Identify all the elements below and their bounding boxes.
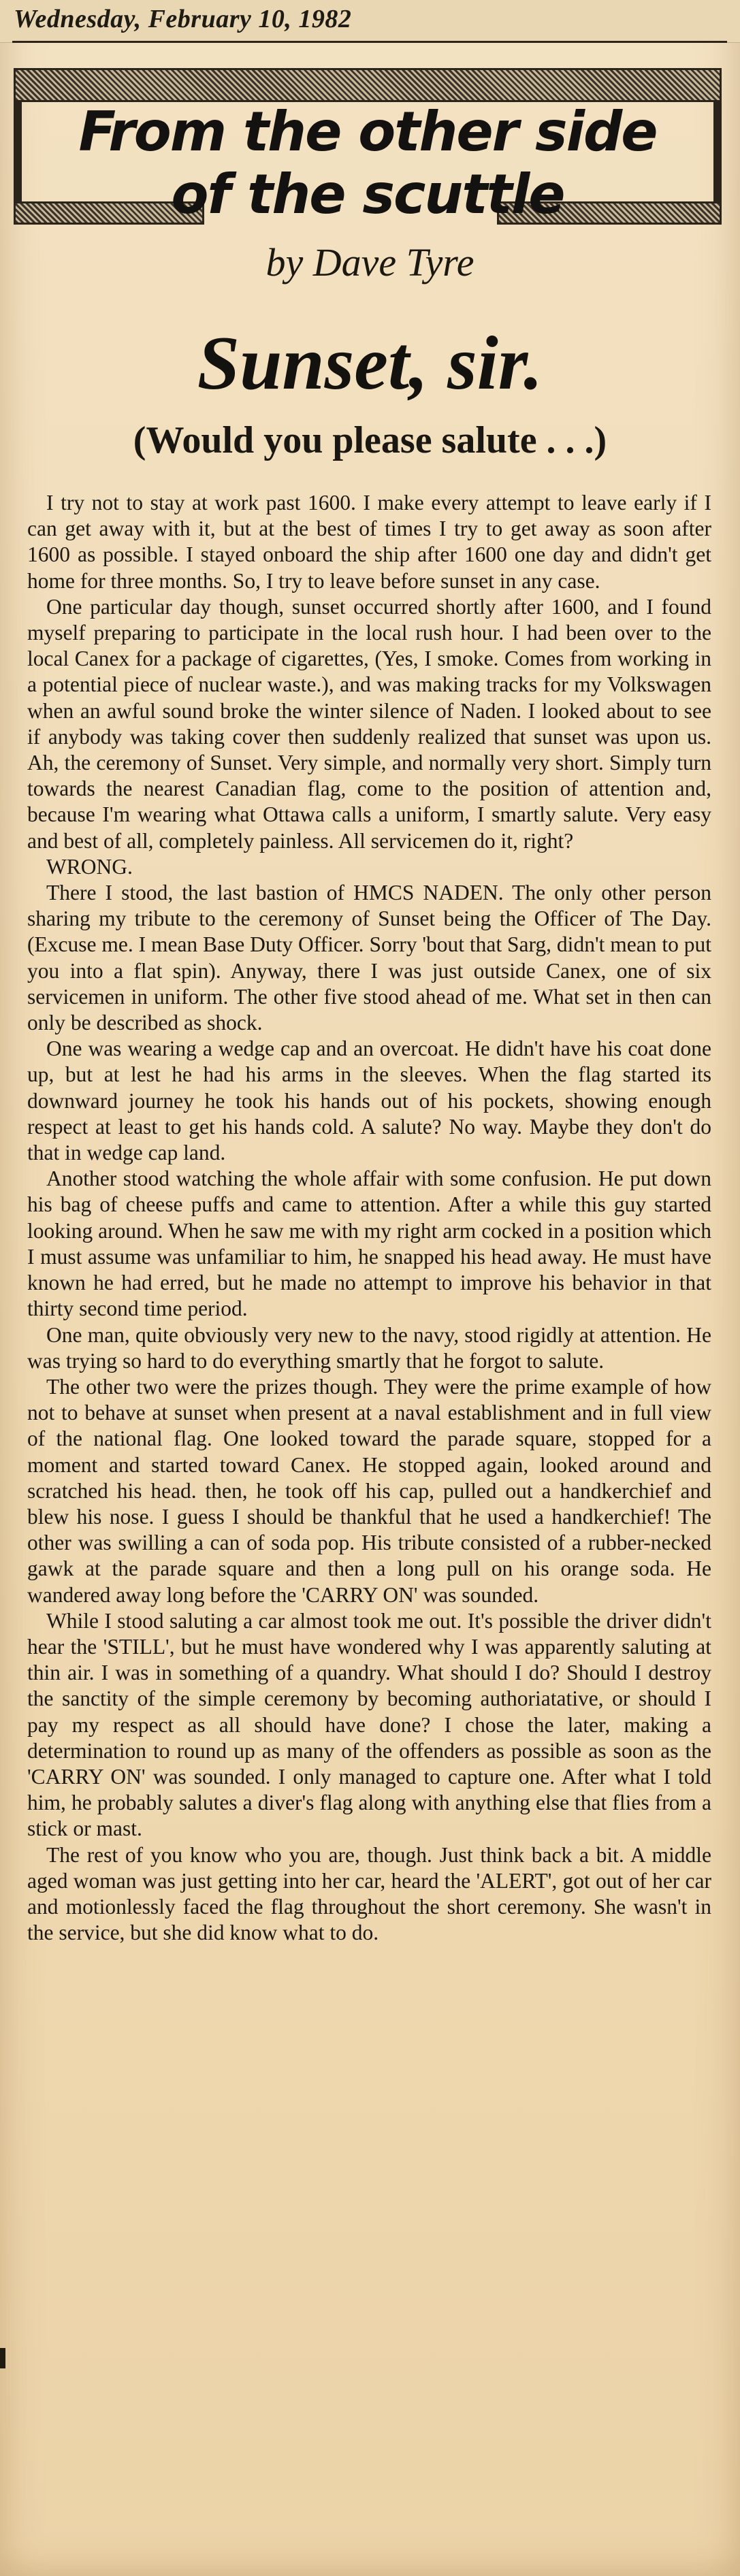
column-title-line2: of the scuttle [171,163,564,226]
paragraph: Another stood watching the whole affair with some confusion. He put down his bag of cheese puffs and came to attention. After a while this guy started looking around. When he saw me with my right arm cocked in a position which I must assume was unfamiliar to him, he snapped his head away. He must have known he had erred, but he made no attempt to improve his behavior in that thirty second time period. [27,1167,711,1321]
column-title [14,101,722,226]
paragraph: While I stood saluting a car almost took me out. It's possible the driver didn't hear the 'STILL', but he must have wondered why I was apparently saluting at thin air. I was in something of a quandry. What should I do? Should I destroy the sanctity of the simple ceremony by becoming authoriatative, or should I pay my respect as all should have done? I chose the later, making a determination to round up as many of the offenders as possible as soon as the 'CARRY ON' was sounded. I only managed to capture one. After what I told him, he probably salutes a diver's flag along with anything else that flies from a stick or mast. [27,1608,711,1841]
article-body [27,490,711,1946]
column-title-line1: From the other side [78,100,657,163]
paragraph: I try not to stay at work past 1600. I make every attempt to leave early if I can get away with it, but at the best of times I try to get away as soon after 1600 as possible. I stayed onboard the ship after 1600 one day and didn't get home for three months. So, I try to leave before sunset in any case. [27,491,711,593]
paragraph: WRONG. [46,854,133,879]
paragraph: One man, quite obviously very new to the navy, stood rigidly at attention. He was trying so hard to do everything smartly that he forgot to salute. [27,1322,711,1373]
byline: by Dave Tyre [266,240,474,284]
subhead: (Would you please salute . . .) [133,419,607,461]
edge-mark [0,2348,5,2368]
headline: Sunset, sir. [197,321,543,406]
paragraph: One particular day though, sunset occurred shortly after 1600, and I found myself preparing to participate in the local rush hour. I had been over to the local Canex for a package of cigarettes, (Yes, I smoke. Comes from working in a potential piece of nuclear waste.), and was making tracks for my Volkswagen when an awful sound broke the winter silence of Naden. I looked about to see if anybody was taking cover then suddenly realized that sunset was upon us. Ah, the ceremony of Sunset. Very simple, and normally very short. Simply turn towards the nearest Canadian flag, come to the position of attention and, because I'm wearing what Ottawa calls a uniform, I smartly salute. Very easy and best of all, completely painless. All servicemen do it, right? [27,594,711,853]
banner-hatch-top [14,68,722,102]
paragraph: The other two were the prizes though. They were the prime example of how not to behave at sunset when present at a naval establishment and in full view of the national flag. One looked toward the parade square, stopped for a moment and started toward Canex. He stopped again, looked around and scratched his head. then, he took off his cap, pulled out a handkerchief and blew his nose. I guess I should be thankful that he used a handkerchief! The other was swilling a can of soda pop. His tribute consisted of a rubber-necked gawk at the parade square and then a long pull on his orange soda. He wandered away long before the 'CARRY ON' was sounded. [27,1374,711,1607]
column-banner [14,68,722,231]
paragraph: There I stood, the last bastion of HMCS NADEN. The only other person sharing my tribute to the ceremony of Sunset being the Officer of The Day. (Excuse me. I mean Base Duty Officer. Sorry 'bout that Sarg, didn't mean to put you into a flat spin). Anyway, there I was just outside Canex, one of six servicemen in uniform. The other five stood ahead of me. What set in then can only be described as shock. [27,881,711,1035]
paragraph: One was wearing a wedge cap and an overcoat. He didn't have his coat done up, but at lest he had his arms in the sleeves. When the flag started its downward journey he took his hands out of his pockets, showing enough respect at least to get his hands cold. A salute? No way. Maybe they don't do that in wedge cap land. [27,1037,711,1165]
dateline-strip [0,0,740,43]
dateline: Wednesday, February 10, 1982 [14,5,352,33]
dateline-rule [12,41,727,43]
paragraph: The rest of you know who you are, though. Just think back a bit. A middle aged woman was just getting into her car, heard the 'ALERT', got out of her car and motionlessly faced the flag throughout the short ceremony. She wasn't in the service, but she did know what to do. [27,1842,711,1945]
